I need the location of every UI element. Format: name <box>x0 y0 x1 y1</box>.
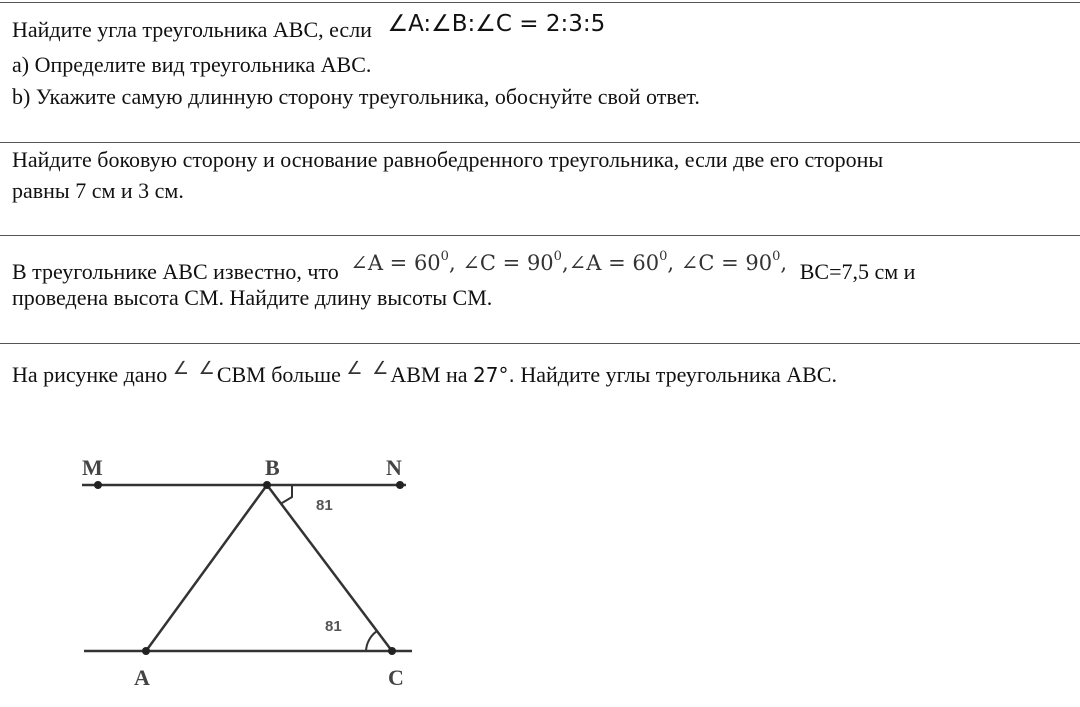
separator-comma: , <box>780 251 788 275</box>
degree-sup: 0 <box>772 249 781 264</box>
point-b <box>263 481 271 489</box>
side-ab <box>146 485 267 651</box>
task-2-line-1: Найдите боковую сторону и основание равнобедренного треугольника, если две его стороны <box>12 147 884 172</box>
angle-icon: ∠ ∠ <box>346 358 391 379</box>
label-m: M <box>82 455 103 480</box>
angle-condition-1 <box>350 251 794 275</box>
task-4-mid-1: CBM больше <box>216 362 341 387</box>
label-n: N <box>386 455 402 480</box>
task-2-line-2: равны 7 см и 3 см. <box>12 178 184 203</box>
separator-comma: , <box>448 251 456 275</box>
task-4-end: Найдите углы треугольника ABC. <box>520 362 837 387</box>
point-a <box>142 647 150 655</box>
task-4-value: 27°. <box>473 363 515 387</box>
geometry-figure <box>70 445 430 695</box>
angle-b-arc <box>282 485 292 503</box>
top-border <box>0 2 1080 3</box>
divider-3 <box>0 343 1080 344</box>
divider-1 <box>0 142 1080 143</box>
angle-icon: ∠ ∠ <box>172 358 217 379</box>
degree-sup: 0 <box>440 249 449 264</box>
task-4-mid-2: ABM на <box>390 362 468 387</box>
angle-c-label: ∠C = 90 <box>680 251 773 275</box>
point-n <box>396 481 404 489</box>
task-3-line-2: проведена высота CM. Найдите длину высоты CM. <box>12 285 493 310</box>
task-3-intro: В треугольнике ABC известно, что <box>12 259 339 284</box>
task-1-line-1 <box>12 11 606 43</box>
angle-c-value: 81 <box>325 618 342 635</box>
point-m <box>94 481 102 489</box>
task-1-part-a: a) Определите вид треугольника ABC. <box>12 52 372 77</box>
degree-sup: 0 <box>659 249 668 264</box>
point-c <box>388 647 396 655</box>
label-c: C <box>388 665 404 690</box>
angle-a-label: ∠A = 60 <box>568 251 660 275</box>
task-4-line-1 <box>12 358 837 390</box>
task-3-after: BC=7,5 см и <box>799 259 916 284</box>
task-4-intro: На рисунке дано <box>12 362 168 387</box>
angle-a-label: ∠A = 60 <box>350 251 441 275</box>
task-1-part-b: b) Укажите самую длинную сторону треугольника, обоснуйте свой ответ. <box>12 84 700 109</box>
angle-c-label: ∠C = 90 <box>462 251 554 275</box>
label-a: A <box>134 665 150 690</box>
angle-b-value: 81 <box>316 497 333 514</box>
task-3-line-1 <box>12 249 916 285</box>
divider-2 <box>0 235 1080 236</box>
degree-sup: 0 <box>553 249 562 264</box>
separator-comma: , <box>561 251 569 275</box>
angle-ratio-expression: ∠A:∠B:∠C = 2:3:5 <box>387 11 606 37</box>
label-b: B <box>265 455 280 480</box>
separator-comma: , <box>667 251 675 275</box>
angle-c-arc <box>366 631 377 651</box>
task-1-intro: Найдите угла треугольника ABC, если <box>12 17 372 42</box>
